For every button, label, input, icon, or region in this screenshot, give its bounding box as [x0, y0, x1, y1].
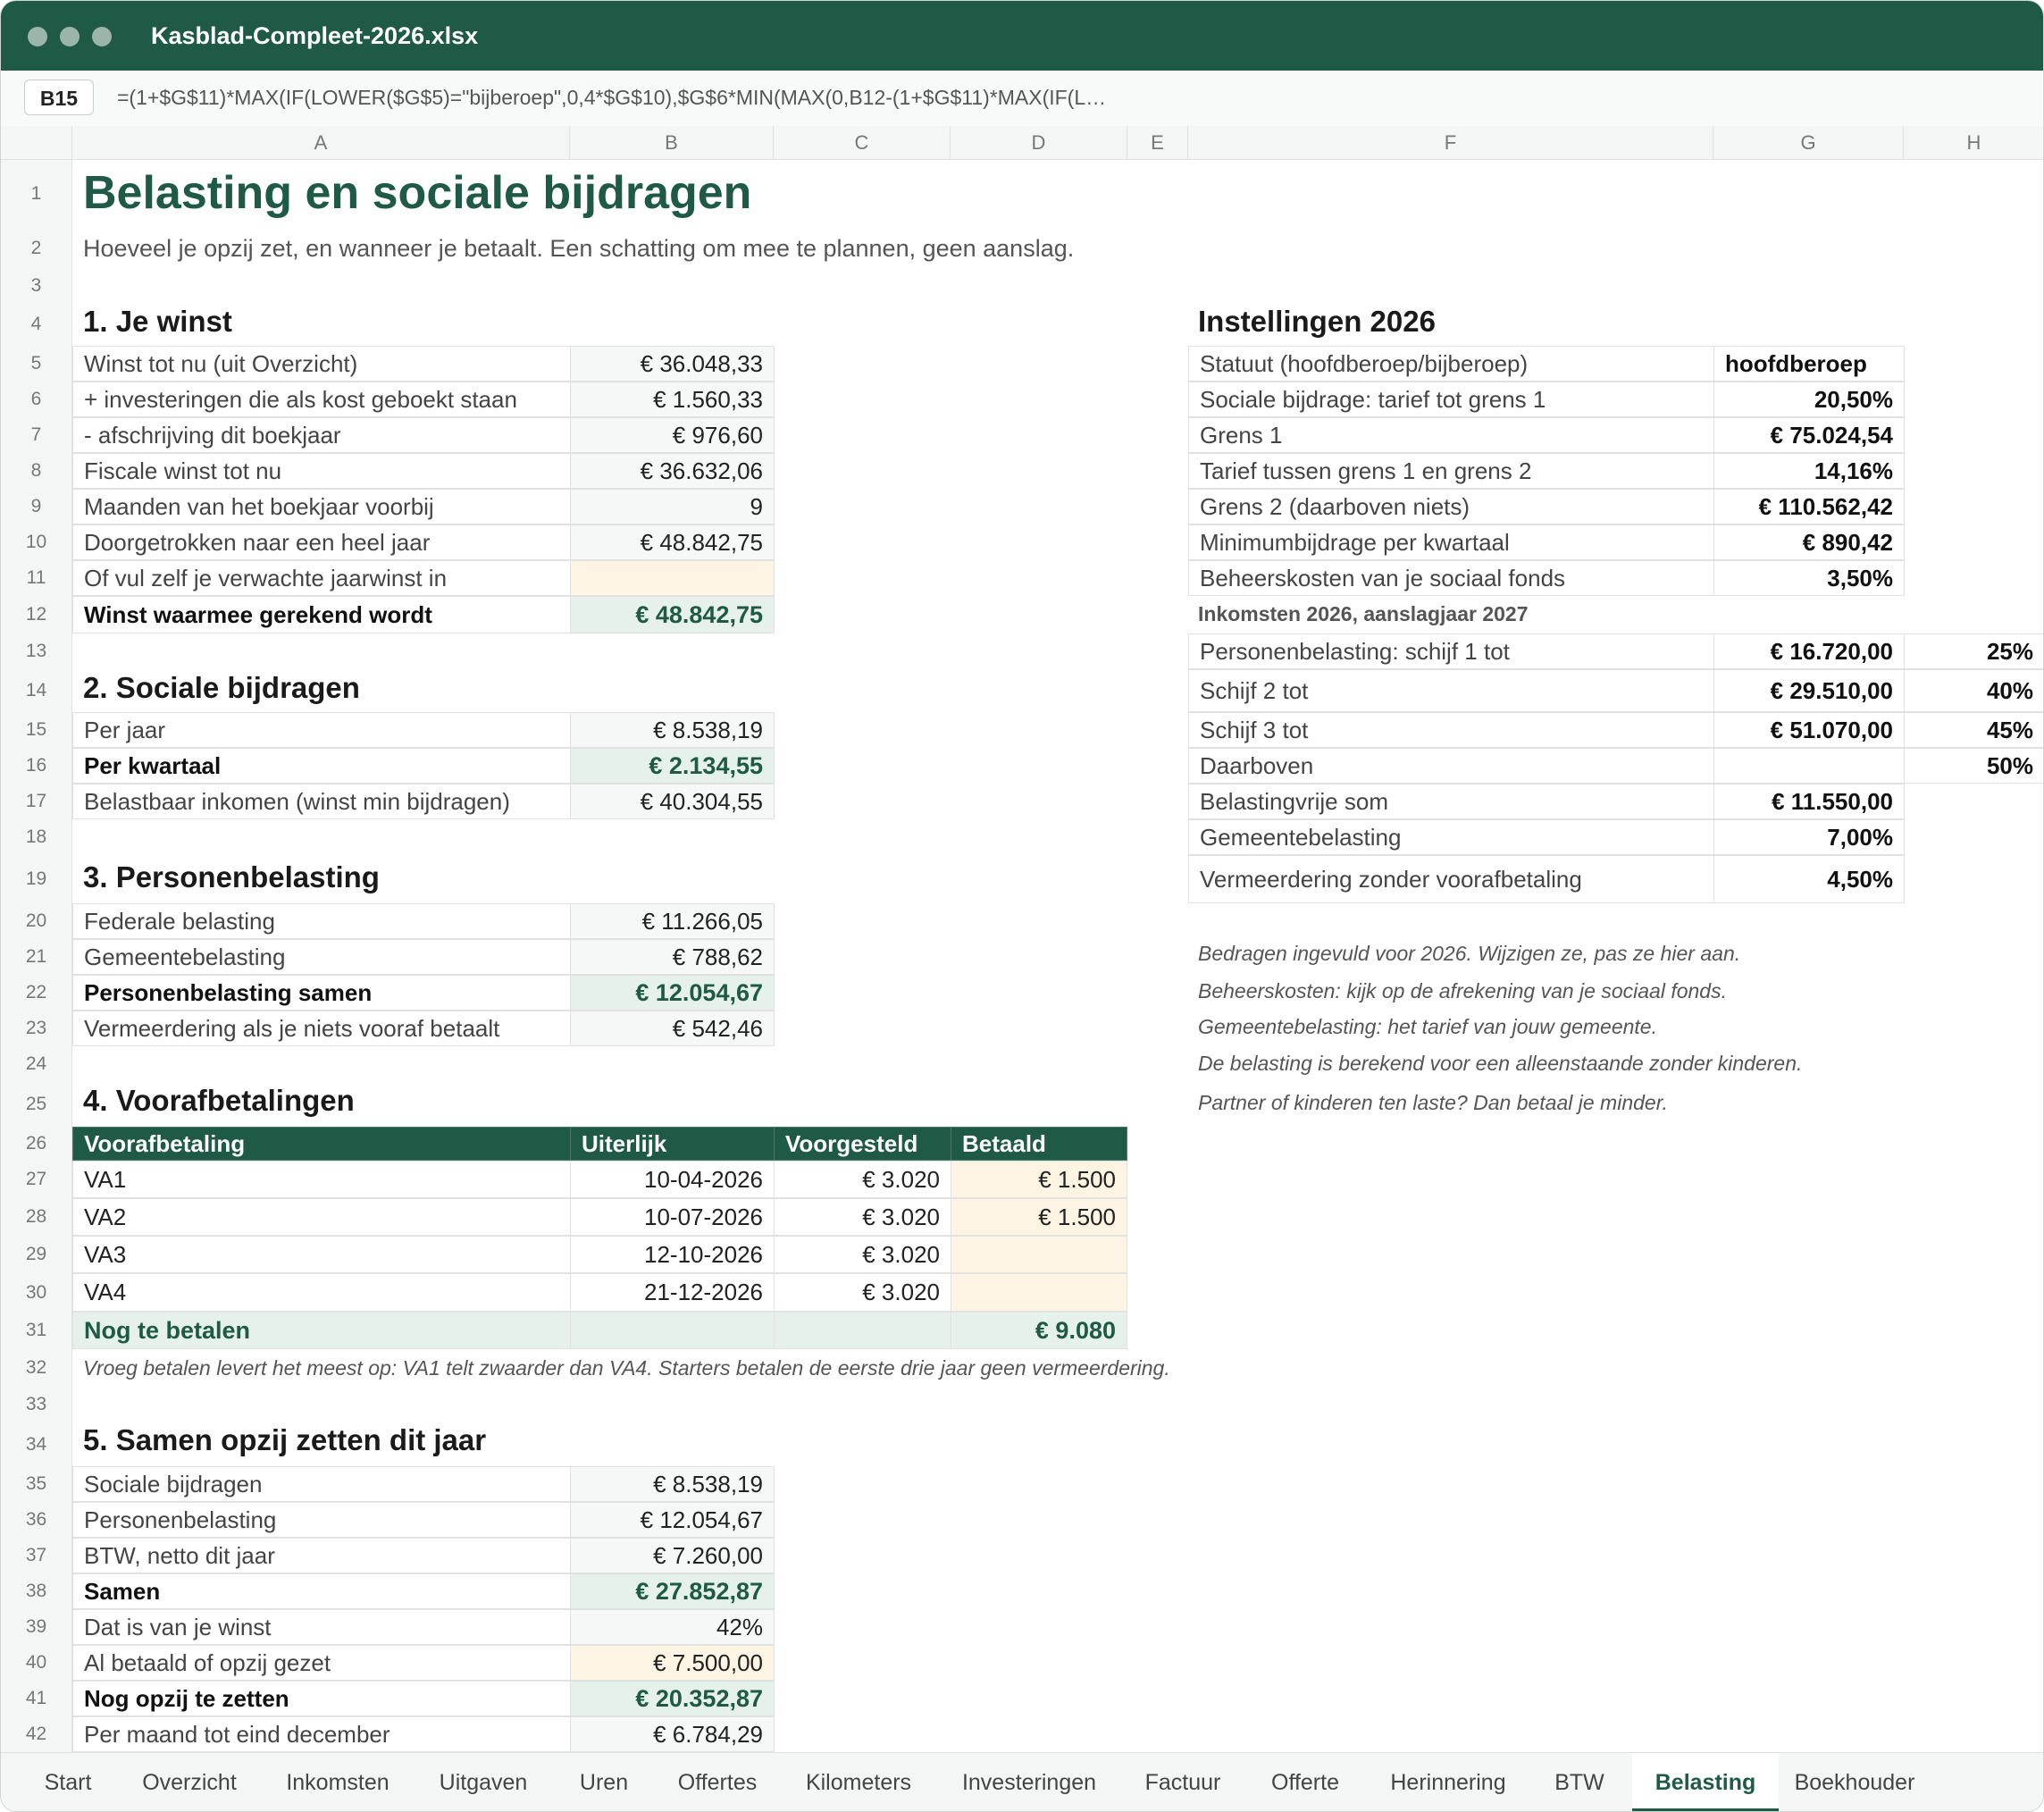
- samen-opzij-row-label: Per maand tot eind december: [72, 1716, 571, 1752]
- voorafbetaling-proposed[interactable]: € 3.020: [774, 1236, 951, 1273]
- sociale-bijdragen-row-value[interactable]: € 2.134,55: [570, 748, 775, 784]
- sheet-tab-factuur[interactable]: Factuur: [1144, 1770, 1221, 1795]
- select-all-corner[interactable]: [1, 126, 72, 160]
- title-bar: [1, 1, 2044, 71]
- sheet-tab-boekhouder[interactable]: Boekhouder: [1794, 1770, 1915, 1795]
- section-heading-samen-opzij: 5. Samen opzij zetten dit jaar: [83, 1423, 487, 1456]
- settings-row: [1188, 489, 1904, 524]
- voorafbetaling-paid-input[interactable]: € 1.500: [951, 1161, 1127, 1198]
- winst-row-label: Maanden van het boekjaar voorbij: [72, 489, 571, 524]
- income-row-value[interactable]: € 51.070,00: [1713, 712, 1905, 748]
- row-header[interactable]: 37: [1, 1538, 72, 1573]
- column-header-h[interactable]: H: [1904, 126, 2044, 160]
- settings-row: [1188, 560, 1904, 596]
- row-header[interactable]: 29: [1, 1236, 72, 1273]
- income-row-label: Schijf 2 tot: [1188, 669, 1714, 712]
- window-title: Kasblad-Compleet-2026.xlsx: [151, 22, 479, 49]
- income-row-value[interactable]: € 11.550,00: [1713, 784, 1905, 819]
- income-row-value[interactable]: € 29.510,00: [1713, 669, 1905, 712]
- winst-row: [72, 453, 774, 489]
- income-row-rate[interactable]: 45%: [1904, 712, 2044, 748]
- income-row-label: Vermeerdering zonder voorafbetaling: [1188, 855, 1714, 903]
- sociale-bijdragen-row-value[interactable]: € 40.304,55: [570, 784, 775, 819]
- settings-note: De belasting is berekend voor een alleenstaande zonder kinderen.: [1198, 1052, 1803, 1075]
- row-header[interactable]: 12: [1, 596, 72, 633]
- settings-row-value[interactable]: € 890,42: [1713, 524, 1905, 560]
- winst-row-value[interactable]: € 1.560,33: [570, 382, 775, 417]
- sheet-tab-belasting[interactable]: Belasting: [1632, 1753, 1779, 1812]
- income-row: [1188, 669, 2044, 712]
- samen-opzij-row: [72, 1502, 774, 1538]
- income-row-label: Schijf 3 tot: [1188, 712, 1714, 748]
- sheet-tab-btw[interactable]: BTW: [1554, 1770, 1604, 1795]
- income-row-label: Gemeentebelasting: [1188, 819, 1714, 855]
- settings-row-value[interactable]: 14,16%: [1713, 453, 1905, 489]
- income-row-rate[interactable]: 25%: [1904, 633, 2044, 669]
- samen-opzij-row: [72, 1538, 774, 1573]
- winst-row-label: - afschrijving dit boekjaar: [72, 417, 571, 453]
- personenbelasting-row-label: Vermeerdering als je niets vooraf betaalt: [72, 1011, 571, 1046]
- empty-cell[interactable]: [774, 1312, 951, 1349]
- settings-row-label: Sociale bijdrage: tarief tot grens 1: [1188, 382, 1714, 417]
- income-row: [1188, 819, 1904, 855]
- sociale-bijdragen-row: [72, 748, 774, 784]
- income-row-label: Daarboven: [1188, 748, 1714, 784]
- winst-row-value[interactable]: € 48.842,75: [570, 524, 775, 560]
- sheet-subtitle: Hoeveel je opzij zet, en wanneer je betaalt. Een schatting om mee te plannen, geen aanslag.: [83, 235, 1075, 262]
- personenbelasting-row-label: Gemeentebelasting: [72, 939, 571, 975]
- personenbelasting-row-label: Federale belasting: [72, 903, 571, 939]
- samen-opzij-row-value[interactable]: € 7.500,00: [570, 1645, 775, 1681]
- row-header[interactable]: 3: [1, 269, 72, 303]
- income-row: [1188, 784, 1904, 819]
- sheet-tab-investeringen[interactable]: Investeringen: [961, 1770, 1097, 1795]
- voorafbetaling-name: VA3: [72, 1236, 571, 1273]
- samen-opzij-row-value[interactable]: € 6.784,29: [570, 1716, 775, 1752]
- settings-note: Bedragen ingevuld voor 2026. Wijzigen ze, pas ze hier aan.: [1198, 942, 1741, 965]
- settings-note: Partner of kinderen ten laste? Dan betaal je minder.: [1198, 1091, 1668, 1114]
- voorafbetaling-proposed[interactable]: € 3.020: [774, 1273, 951, 1312]
- row-header[interactable]: 9: [1, 489, 72, 524]
- sociale-bijdragen-row: [72, 784, 774, 819]
- sheet-tab-bar: [1, 1752, 2044, 1812]
- zoom-window-icon[interactable]: [92, 27, 112, 46]
- settings-row: [1188, 382, 1904, 417]
- settings-row: [1188, 417, 1904, 453]
- personenbelasting-row-value[interactable]: € 788,62: [570, 939, 775, 975]
- sociale-bijdragen-row-label: Per kwartaal: [72, 748, 571, 784]
- sheet-tab-uitgaven[interactable]: Uitgaven: [439, 1770, 528, 1795]
- winst-row: [72, 596, 774, 633]
- row-header[interactable]: 22: [1, 975, 72, 1011]
- row-header[interactable]: 30: [1, 1273, 72, 1312]
- income-row: [1188, 748, 2044, 784]
- row-header[interactable]: 2: [1, 227, 72, 269]
- row-header[interactable]: 33: [1, 1386, 72, 1423]
- winst-row-value[interactable]: € 36.048,33: [570, 346, 775, 382]
- close-window-icon[interactable]: [28, 27, 47, 46]
- nog-te-betalen-row: [72, 1312, 1127, 1349]
- voorafbetaling-date[interactable]: 12-10-2026: [570, 1236, 775, 1273]
- samen-opzij-row-value[interactable]: € 27.852,87: [570, 1573, 775, 1609]
- row-header[interactable]: 6: [1, 382, 72, 417]
- samen-opzij-row-label: Nog opzij te zetten: [72, 1681, 571, 1716]
- winst-row: [72, 524, 774, 560]
- voorafbetaling-name: VA1: [72, 1161, 571, 1198]
- column-header-e[interactable]: E: [1127, 126, 1188, 160]
- sheet-tab-offerte[interactable]: Offerte: [1271, 1770, 1339, 1795]
- income-row-value[interactable]: € 16.720,00: [1713, 633, 1905, 669]
- settings-row-label: Beheerskosten van je sociaal fonds: [1188, 560, 1714, 596]
- section-heading-voorafbetalingen: 4. Voorafbetalingen: [83, 1084, 355, 1117]
- row-header[interactable]: 19: [1, 855, 72, 903]
- settings-row-value[interactable]: € 75.024,54: [1713, 417, 1905, 453]
- income-row: [1188, 712, 2044, 748]
- settings-row-label: Minimumbijdrage per kwartaal: [1188, 524, 1714, 560]
- samen-opzij-row: [72, 1573, 774, 1609]
- winst-row-label: Doorgetrokken naar een heel jaar: [72, 524, 571, 560]
- voorafbetaling-paid-input[interactable]: € 1.500: [951, 1198, 1127, 1236]
- row-header[interactable]: 34: [1, 1423, 72, 1466]
- sheet-tab-start[interactable]: Start: [44, 1770, 92, 1795]
- settings-row: [1188, 453, 1904, 489]
- settings-row: [1188, 524, 1904, 560]
- row-header[interactable]: 18: [1, 819, 72, 855]
- row-header[interactable]: 41: [1, 1681, 72, 1716]
- sheet-tab-herinnering[interactable]: Herinnering: [1390, 1770, 1506, 1795]
- sheet-tab-offertes[interactable]: Offertes: [677, 1770, 758, 1795]
- samen-opzij-row-value[interactable]: 42%: [570, 1609, 775, 1645]
- header-voorgesteld: Voorgesteld: [774, 1127, 951, 1161]
- nog-te-betalen-label: Nog te betalen: [72, 1312, 571, 1349]
- voorafbetaling-date[interactable]: 10-04-2026: [570, 1161, 775, 1198]
- sheet-tab-kilometers[interactable]: Kilometers: [805, 1770, 912, 1795]
- winst-row-label: Of vul zelf je verwachte jaarwinst in: [72, 560, 571, 596]
- cell-name-box[interactable]: B15: [24, 80, 94, 115]
- winst-row-value[interactable]: € 976,60: [570, 417, 775, 453]
- row-header[interactable]: 5: [1, 346, 72, 382]
- settings-row-label: Grens 1: [1188, 417, 1714, 453]
- voorafbetaling-proposed[interactable]: € 3.020: [774, 1198, 951, 1236]
- row-header[interactable]: 20: [1, 903, 72, 939]
- row-header[interactable]: 23: [1, 1011, 72, 1046]
- samen-opzij-row-label: Dat is van je winst: [72, 1609, 571, 1645]
- personenbelasting-row-value[interactable]: € 12.054,67: [570, 975, 775, 1011]
- section-heading-winst: 1. Je winst: [83, 305, 232, 338]
- section-heading-sociale-bijdragen: 2. Sociale bijdragen: [83, 671, 360, 704]
- samen-opzij-row: [72, 1609, 774, 1645]
- header-uiterlijk: Uiterlijk: [570, 1127, 775, 1161]
- settings-row-value[interactable]: € 110.562,42: [1713, 489, 1905, 524]
- samen-opzij-row: [72, 1716, 774, 1752]
- column-header-b[interactable]: B: [570, 126, 774, 160]
- income-row-label: Belastingvrije som: [1188, 784, 1714, 819]
- income-row-rate[interactable]: 40%: [1904, 669, 2044, 712]
- row-header[interactable]: 13: [1, 633, 72, 669]
- winst-row-label: + investeringen die als kost geboekt staan: [72, 382, 571, 417]
- settings-row-value[interactable]: 20,50%: [1713, 382, 1905, 417]
- voorafbetalingen-header-row: [72, 1127, 1127, 1161]
- winst-row-value[interactable]: € 48.842,75: [570, 596, 775, 633]
- winst-row: [72, 417, 774, 453]
- row-header[interactable]: 31: [1, 1312, 72, 1349]
- sheet-title: Belasting en sociale bijdragen: [83, 167, 752, 219]
- personenbelasting-row-value[interactable]: € 11.266,05: [570, 903, 775, 939]
- row-header[interactable]: 14: [1, 669, 72, 712]
- row-header[interactable]: 24: [1, 1046, 72, 1082]
- income-row: [1188, 855, 1904, 903]
- voorafbetaling-row: [72, 1236, 1127, 1273]
- samen-opzij-row-value[interactable]: € 20.352,87: [570, 1681, 775, 1716]
- voorafbetaling-name: VA4: [72, 1273, 571, 1312]
- row-header[interactable]: 36: [1, 1502, 72, 1538]
- samen-opzij-row-label: BTW, netto dit jaar: [72, 1538, 571, 1573]
- samen-opzij-row: [72, 1681, 774, 1716]
- winst-row-label: Winst tot nu (uit Overzicht): [72, 346, 571, 382]
- row-header[interactable]: 1: [1, 160, 72, 227]
- row-header[interactable]: 25: [1, 1082, 72, 1127]
- personenbelasting-row-label: Personenbelasting samen: [72, 975, 571, 1011]
- nog-te-betalen-value[interactable]: € 9.080: [951, 1312, 1127, 1349]
- row-header[interactable]: 27: [1, 1161, 72, 1198]
- voorafbetaling-row: [72, 1161, 1127, 1198]
- voorafbetaling-date[interactable]: 21-12-2026: [570, 1273, 775, 1312]
- voorafbetaling-proposed[interactable]: € 3.020: [774, 1161, 951, 1198]
- formula-text[interactable]: =(1+$G$11)*MAX(IF(LOWER($G$5)="bijberoep",0,4*$G$10),$G$6*MIN(MAX(0,B12-(1+$G$11)*MAX(IF(L…: [117, 86, 1107, 109]
- sociale-bijdragen-row-label: Belastbaar inkomen (winst min bijdragen): [72, 784, 571, 819]
- column-header-c[interactable]: C: [774, 126, 951, 160]
- voorafbetaling-paid-input[interactable]: [951, 1273, 1127, 1312]
- winst-row: [72, 489, 774, 524]
- personenbelasting-row: [72, 975, 774, 1011]
- samen-opzij-row-value[interactable]: € 7.260,00: [570, 1538, 775, 1573]
- empty-cell[interactable]: [570, 1312, 775, 1349]
- sociale-bijdragen-row: [72, 712, 774, 748]
- voorafbetaling-row: [72, 1198, 1127, 1236]
- winst-row-label: Winst waarmee gerekend wordt: [72, 596, 571, 633]
- row-header[interactable]: 15: [1, 712, 72, 748]
- minimize-window-icon[interactable]: [60, 27, 80, 46]
- row-header[interactable]: 32: [1, 1349, 72, 1386]
- row-header[interactable]: 17: [1, 784, 72, 819]
- winst-row: [72, 382, 774, 417]
- sheet-tab-uren[interactable]: Uren: [579, 1770, 629, 1795]
- row-header[interactable]: 40: [1, 1645, 72, 1681]
- row-header[interactable]: 35: [1, 1466, 72, 1502]
- income-row-value[interactable]: [1713, 748, 1905, 784]
- winst-row-value[interactable]: 9: [570, 489, 775, 524]
- sociale-bijdragen-row-value[interactable]: € 8.538,19: [570, 712, 775, 748]
- voorafbetaling-row: [72, 1273, 1127, 1312]
- section-heading-personenbelasting: 3. Personenbelasting: [83, 860, 380, 893]
- row-header[interactable]: 11: [1, 560, 72, 596]
- winst-row-value[interactable]: € 36.632,06: [570, 453, 775, 489]
- income-row-label: Personenbelasting: schijf 1 tot: [1188, 633, 1714, 669]
- income-row-value[interactable]: 4,50%: [1713, 855, 1905, 903]
- personenbelasting-row: [72, 1011, 774, 1046]
- settings-note: Beheerskosten: kijk op de afrekening van je sociaal fonds.: [1198, 979, 1727, 1002]
- samen-opzij-row-label: Personenbelasting: [72, 1502, 571, 1538]
- voorafbetaling-paid-input[interactable]: [951, 1236, 1127, 1273]
- settings-row-label: Grens 2 (daarboven niets): [1188, 489, 1714, 524]
- voorafbetaling-date[interactable]: 10-07-2026: [570, 1198, 775, 1236]
- personenbelasting-row: [72, 903, 774, 939]
- samen-opzij-row-label: Al betaald of opzij gezet: [72, 1645, 571, 1681]
- winst-row-value[interactable]: [570, 560, 775, 596]
- samen-opzij-row: [72, 1645, 774, 1681]
- row-header[interactable]: 42: [1, 1716, 72, 1752]
- samen-opzij-row-label: Samen: [72, 1573, 571, 1609]
- settings-row-value[interactable]: 3,50%: [1713, 560, 1905, 596]
- row-header[interactable]: 8: [1, 453, 72, 489]
- voorafbetalingen-note: Vroeg betalen levert het meest op: VA1 telt zwaarder dan VA4. Starters betalen de eerste drie jaar geen vermeerdering.: [83, 1356, 1170, 1380]
- winst-row-label: Fiscale winst tot nu: [72, 453, 571, 489]
- voorafbetaling-name: VA2: [72, 1198, 571, 1236]
- row-header[interactable]: 10: [1, 524, 72, 560]
- settings-heading: Instellingen 2026: [1198, 305, 1436, 338]
- income-heading: Inkomsten 2026, aanslagjaar 2027: [1198, 602, 1529, 625]
- row-header[interactable]: 26: [1, 1127, 72, 1161]
- column-header-a[interactable]: A: [72, 126, 570, 160]
- settings-row-value[interactable]: hoofdberoep: [1713, 346, 1905, 382]
- column-header-d[interactable]: D: [951, 126, 1127, 160]
- sheet-tab-inkomsten[interactable]: Inkomsten: [286, 1770, 390, 1795]
- settings-row: [1188, 346, 1904, 382]
- header-betaald: Betaald: [951, 1127, 1127, 1161]
- row-header[interactable]: 38: [1, 1573, 72, 1609]
- row-header[interactable]: 21: [1, 939, 72, 975]
- income-row: [1188, 633, 2044, 669]
- samen-opzij-row-value[interactable]: € 12.054,67: [570, 1502, 775, 1538]
- samen-opzij-row-value[interactable]: € 8.538,19: [570, 1466, 775, 1502]
- personenbelasting-row: [72, 939, 774, 975]
- column-header-g[interactable]: G: [1713, 126, 1904, 160]
- settings-row-label: Tarief tussen grens 1 en grens 2: [1188, 453, 1714, 489]
- column-header-f[interactable]: F: [1188, 126, 1713, 160]
- samen-opzij-row: [72, 1466, 774, 1502]
- personenbelasting-row-value[interactable]: € 542,46: [570, 1011, 775, 1046]
- winst-row: [72, 560, 774, 596]
- income-row-rate[interactable]: 50%: [1904, 748, 2044, 784]
- settings-row-label: Statuut (hoofdberoep/bijberoep): [1188, 346, 1714, 382]
- sociale-bijdragen-row-label: Per jaar: [72, 712, 571, 748]
- row-header[interactable]: 4: [1, 303, 72, 346]
- income-row-value[interactable]: 7,00%: [1713, 819, 1905, 855]
- samen-opzij-row-label: Sociale bijdragen: [72, 1466, 571, 1502]
- sheet-tab-overzicht[interactable]: Overzicht: [142, 1770, 237, 1795]
- row-header[interactable]: 16: [1, 748, 72, 784]
- row-header[interactable]: 7: [1, 417, 72, 453]
- header-voorafbetaling: Voorafbetaling: [72, 1127, 571, 1161]
- row-header[interactable]: 39: [1, 1609, 72, 1645]
- row-header[interactable]: 28: [1, 1198, 72, 1236]
- settings-note: Gemeentebelasting: het tarief van jouw gemeente.: [1198, 1015, 1657, 1038]
- winst-row: [72, 346, 774, 382]
